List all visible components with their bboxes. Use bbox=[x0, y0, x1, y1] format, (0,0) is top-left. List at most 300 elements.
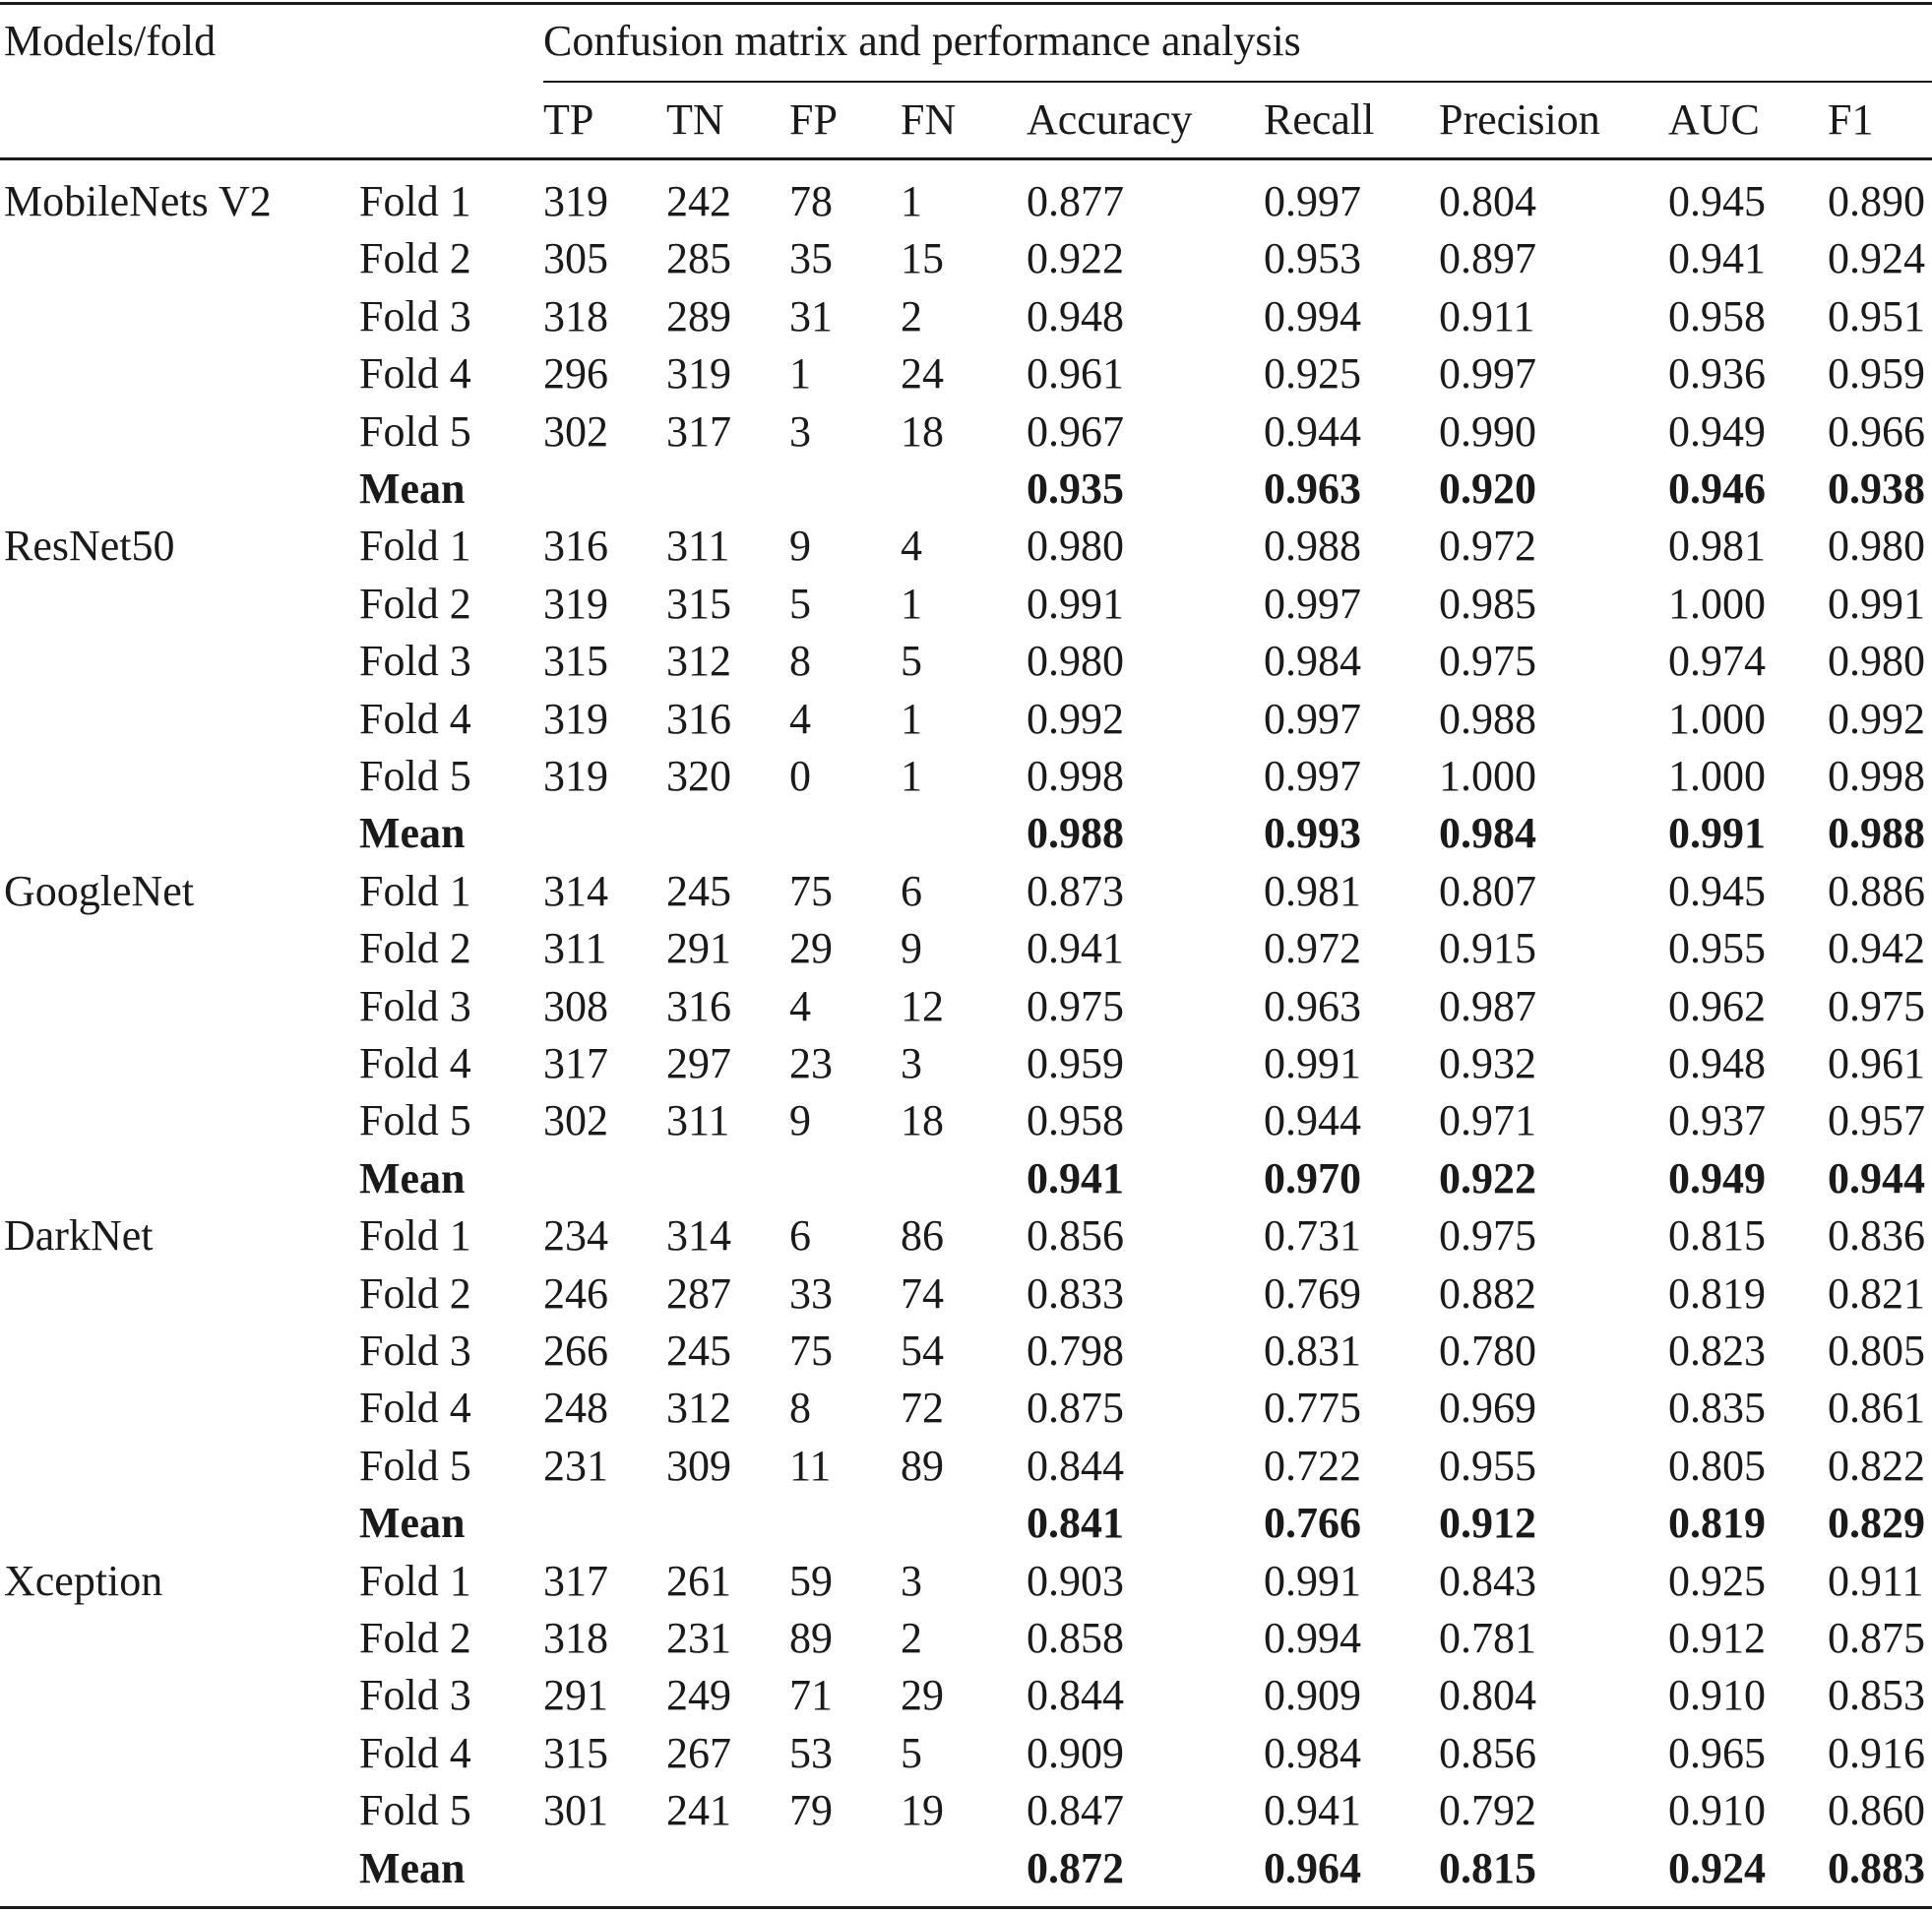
cell-fp: 1 bbox=[789, 349, 811, 398]
fold-label: Fold 2 bbox=[359, 234, 471, 282]
cell-accuracy: 0.922 bbox=[1027, 234, 1124, 282]
cell-fn: 24 bbox=[901, 349, 944, 398]
mean-precision: 0.815 bbox=[1439, 1844, 1536, 1892]
cell-tn: 315 bbox=[666, 580, 731, 628]
fold-label: Fold 1 bbox=[359, 522, 471, 570]
cell-tn: 242 bbox=[666, 177, 731, 225]
cell-recall: 0.731 bbox=[1264, 1211, 1361, 1260]
model-name: ResNet50 bbox=[4, 522, 175, 570]
cell-fp: 75 bbox=[789, 867, 833, 915]
model-name: Xception bbox=[4, 1557, 163, 1605]
cell-auc: 0.955 bbox=[1668, 924, 1766, 972]
cell-auc: 0.805 bbox=[1668, 1442, 1766, 1490]
cell-auc: 0.936 bbox=[1668, 349, 1766, 398]
mean-f1: 0.944 bbox=[1828, 1154, 1925, 1203]
cell-tp: 319 bbox=[543, 580, 608, 628]
cell-tp: 296 bbox=[543, 349, 608, 398]
cell-recall: 0.994 bbox=[1264, 1614, 1361, 1662]
mean-f1: 0.829 bbox=[1828, 1499, 1925, 1547]
fold-label: Fold 2 bbox=[359, 1614, 471, 1662]
cell-auc: 0.910 bbox=[1668, 1671, 1766, 1719]
cell-f1: 0.951 bbox=[1828, 292, 1925, 340]
cell-f1: 0.890 bbox=[1828, 177, 1925, 225]
cell-accuracy: 0.991 bbox=[1027, 580, 1124, 628]
cell-f1: 0.861 bbox=[1828, 1384, 1925, 1432]
cell-tp: 317 bbox=[543, 1039, 608, 1087]
cell-fn: 1 bbox=[901, 177, 922, 225]
fold-label: Fold 3 bbox=[359, 1671, 471, 1719]
cell-tn: 241 bbox=[666, 1786, 731, 1834]
cell-accuracy: 0.873 bbox=[1027, 867, 1124, 915]
cell-accuracy: 0.992 bbox=[1027, 695, 1124, 743]
cell-accuracy: 0.980 bbox=[1027, 522, 1124, 570]
fold-label: Fold 2 bbox=[359, 580, 471, 628]
cell-accuracy: 0.959 bbox=[1027, 1039, 1124, 1087]
mean-recall: 0.766 bbox=[1264, 1499, 1361, 1547]
cell-accuracy: 0.844 bbox=[1027, 1671, 1124, 1719]
cell-f1: 0.975 bbox=[1828, 982, 1925, 1030]
cell-precision: 0.985 bbox=[1439, 580, 1536, 628]
cell-precision: 0.988 bbox=[1439, 695, 1536, 743]
mean-label: Mean bbox=[359, 1154, 466, 1203]
cell-fn: 15 bbox=[901, 234, 944, 282]
cell-auc: 0.937 bbox=[1668, 1096, 1766, 1144]
mean-precision: 0.912 bbox=[1439, 1499, 1536, 1547]
cell-accuracy: 0.948 bbox=[1027, 292, 1124, 340]
bottom-rule bbox=[0, 1906, 1932, 1909]
cell-auc: 0.948 bbox=[1668, 1039, 1766, 1087]
cell-f1: 0.886 bbox=[1828, 867, 1925, 915]
cell-precision: 0.955 bbox=[1439, 1442, 1536, 1490]
cell-auc: 0.958 bbox=[1668, 292, 1766, 340]
cell-precision: 0.792 bbox=[1439, 1786, 1536, 1834]
cell-precision: 0.932 bbox=[1439, 1039, 1536, 1087]
cell-precision: 0.975 bbox=[1439, 1211, 1536, 1260]
cell-tp: 311 bbox=[543, 924, 607, 972]
cell-accuracy: 0.847 bbox=[1027, 1786, 1124, 1834]
cell-tp: 315 bbox=[543, 637, 608, 685]
cell-recall: 0.997 bbox=[1264, 752, 1361, 800]
cell-tp: 315 bbox=[543, 1729, 608, 1777]
cell-tn: 291 bbox=[666, 924, 731, 972]
cell-fn: 4 bbox=[901, 522, 922, 570]
cell-auc: 0.981 bbox=[1668, 522, 1766, 570]
mean-f1: 0.938 bbox=[1828, 464, 1925, 513]
fold-label: Fold 2 bbox=[359, 924, 471, 972]
mean-recall: 0.993 bbox=[1264, 809, 1361, 857]
mean-auc: 0.946 bbox=[1668, 464, 1766, 513]
cell-recall: 0.944 bbox=[1264, 1096, 1361, 1144]
mean-auc: 0.924 bbox=[1668, 1844, 1766, 1892]
fold-label: Fold 3 bbox=[359, 1327, 471, 1375]
column-header-recall: Recall bbox=[1264, 95, 1375, 144]
cell-recall: 0.988 bbox=[1264, 522, 1361, 570]
cell-tp: 316 bbox=[543, 522, 608, 570]
cell-recall: 0.775 bbox=[1264, 1384, 1361, 1432]
cell-fp: 4 bbox=[789, 695, 811, 743]
cell-accuracy: 0.856 bbox=[1027, 1211, 1124, 1260]
cell-recall: 0.981 bbox=[1264, 867, 1361, 915]
cell-f1: 0.822 bbox=[1828, 1442, 1925, 1490]
cell-recall: 0.994 bbox=[1264, 292, 1361, 340]
fold-label: Fold 5 bbox=[359, 1442, 471, 1490]
cell-fp: 8 bbox=[789, 1384, 811, 1432]
cell-auc: 0.819 bbox=[1668, 1269, 1766, 1318]
cell-tn: 249 bbox=[666, 1671, 731, 1719]
cell-recall: 0.997 bbox=[1264, 695, 1361, 743]
cell-fn: 89 bbox=[901, 1442, 944, 1490]
cell-tn: 316 bbox=[666, 695, 731, 743]
cell-recall: 0.997 bbox=[1264, 177, 1361, 225]
cell-precision: 0.807 bbox=[1439, 867, 1536, 915]
cell-tn: 311 bbox=[666, 522, 730, 570]
column-header-f1: F1 bbox=[1828, 95, 1874, 144]
cell-recall: 0.984 bbox=[1264, 637, 1361, 685]
mean-accuracy: 0.872 bbox=[1027, 1844, 1124, 1892]
cell-auc: 0.974 bbox=[1668, 637, 1766, 685]
cell-fn: 74 bbox=[901, 1269, 944, 1318]
cell-fp: 5 bbox=[789, 580, 811, 628]
cell-precision: 0.897 bbox=[1439, 234, 1536, 282]
mean-precision: 0.922 bbox=[1439, 1154, 1536, 1203]
cell-fp: 8 bbox=[789, 637, 811, 685]
cell-auc: 0.912 bbox=[1668, 1614, 1766, 1662]
cell-fn: 3 bbox=[901, 1557, 922, 1605]
model-name: GoogleNet bbox=[4, 867, 195, 915]
cell-fn: 1 bbox=[901, 752, 922, 800]
cell-f1: 0.836 bbox=[1828, 1211, 1925, 1260]
cell-recall: 0.991 bbox=[1264, 1039, 1361, 1087]
cell-tn: 297 bbox=[666, 1039, 731, 1087]
cell-fn: 19 bbox=[901, 1786, 944, 1834]
cell-f1: 0.980 bbox=[1828, 522, 1925, 570]
cell-tn: 320 bbox=[666, 752, 731, 800]
mean-f1: 0.883 bbox=[1828, 1844, 1925, 1892]
fold-label: Fold 5 bbox=[359, 1096, 471, 1144]
cell-fp: 89 bbox=[789, 1614, 833, 1662]
cell-accuracy: 0.967 bbox=[1027, 407, 1124, 456]
cell-tn: 285 bbox=[666, 234, 731, 282]
cell-f1: 0.924 bbox=[1828, 234, 1925, 282]
mean-precision: 0.984 bbox=[1439, 809, 1536, 857]
cell-auc: 0.962 bbox=[1668, 982, 1766, 1030]
column-header-tn: TN bbox=[666, 95, 724, 144]
cell-tp: 314 bbox=[543, 867, 608, 915]
cell-recall: 0.944 bbox=[1264, 407, 1361, 456]
column-header-accuracy: Accuracy bbox=[1027, 95, 1193, 144]
cell-fp: 29 bbox=[789, 924, 833, 972]
mean-accuracy: 0.941 bbox=[1027, 1154, 1124, 1203]
cell-precision: 0.915 bbox=[1439, 924, 1536, 972]
cell-tn: 309 bbox=[666, 1442, 731, 1490]
cell-auc: 1.000 bbox=[1668, 695, 1766, 743]
cell-precision: 0.804 bbox=[1439, 177, 1536, 225]
cell-fp: 11 bbox=[789, 1442, 832, 1490]
cell-fp: 9 bbox=[789, 1096, 811, 1144]
fold-label: Fold 1 bbox=[359, 867, 471, 915]
cell-precision: 0.882 bbox=[1439, 1269, 1536, 1318]
cell-precision: 0.971 bbox=[1439, 1096, 1536, 1144]
cell-fp: 71 bbox=[789, 1671, 833, 1719]
cell-precision: 0.987 bbox=[1439, 982, 1536, 1030]
cell-recall: 0.831 bbox=[1264, 1327, 1361, 1375]
cell-recall: 0.997 bbox=[1264, 580, 1361, 628]
fold-label: Fold 4 bbox=[359, 349, 471, 398]
column-header-auc: AUC bbox=[1668, 95, 1760, 144]
column-header-fp: FP bbox=[789, 95, 838, 144]
cell-precision: 0.972 bbox=[1439, 522, 1536, 570]
cell-tn: 317 bbox=[666, 407, 731, 456]
fold-label: Fold 3 bbox=[359, 637, 471, 685]
mean-label: Mean bbox=[359, 1844, 466, 1892]
cell-recall: 0.909 bbox=[1264, 1671, 1361, 1719]
mean-accuracy: 0.841 bbox=[1027, 1499, 1124, 1547]
cell-recall: 0.722 bbox=[1264, 1442, 1361, 1490]
cell-tp: 305 bbox=[543, 234, 608, 282]
cell-auc: 0.945 bbox=[1668, 177, 1766, 225]
fold-label: Fold 5 bbox=[359, 1786, 471, 1834]
cell-accuracy: 0.958 bbox=[1027, 1096, 1124, 1144]
cell-f1: 0.980 bbox=[1828, 637, 1925, 685]
cell-tn: 267 bbox=[666, 1729, 731, 1777]
cell-fp: 6 bbox=[789, 1211, 811, 1260]
cell-auc: 0.835 bbox=[1668, 1384, 1766, 1432]
cell-f1: 0.911 bbox=[1828, 1557, 1924, 1605]
fold-label: Fold 3 bbox=[359, 982, 471, 1030]
cell-f1: 0.916 bbox=[1828, 1729, 1925, 1777]
cell-fp: 33 bbox=[789, 1269, 833, 1318]
model-name: MobileNets V2 bbox=[4, 177, 272, 225]
cell-accuracy: 0.980 bbox=[1027, 637, 1124, 685]
cell-recall: 0.972 bbox=[1264, 924, 1361, 972]
cell-precision: 0.856 bbox=[1439, 1729, 1536, 1777]
cell-tp: 308 bbox=[543, 982, 608, 1030]
cell-precision: 0.804 bbox=[1439, 1671, 1536, 1719]
cell-auc: 1.000 bbox=[1668, 580, 1766, 628]
cell-precision: 0.990 bbox=[1439, 407, 1536, 456]
cell-f1: 0.805 bbox=[1828, 1327, 1925, 1375]
cell-precision: 1.000 bbox=[1439, 752, 1536, 800]
header-group-title: Confusion matrix and performance analysis bbox=[543, 17, 1301, 65]
fold-label: Fold 1 bbox=[359, 177, 471, 225]
cell-auc: 1.000 bbox=[1668, 752, 1766, 800]
mean-accuracy: 0.935 bbox=[1027, 464, 1124, 513]
cell-fp: 78 bbox=[789, 177, 833, 225]
column-header-tp: TP bbox=[543, 95, 594, 144]
cell-fp: 53 bbox=[789, 1729, 833, 1777]
mean-recall: 0.964 bbox=[1264, 1844, 1361, 1892]
mean-label: Mean bbox=[359, 464, 466, 513]
cell-accuracy: 0.975 bbox=[1027, 982, 1124, 1030]
cell-tn: 231 bbox=[666, 1614, 731, 1662]
cell-tp: 246 bbox=[543, 1269, 608, 1318]
cell-tp: 318 bbox=[543, 292, 608, 340]
cell-tn: 261 bbox=[666, 1557, 731, 1605]
cell-fn: 18 bbox=[901, 1096, 944, 1144]
cell-auc: 0.965 bbox=[1668, 1729, 1766, 1777]
cell-fn: 1 bbox=[901, 580, 922, 628]
fold-label: Fold 5 bbox=[359, 752, 471, 800]
cell-f1: 0.853 bbox=[1828, 1671, 1925, 1719]
mean-auc: 0.949 bbox=[1668, 1154, 1766, 1203]
cell-fn: 2 bbox=[901, 292, 922, 340]
fold-label: Fold 2 bbox=[359, 1269, 471, 1318]
column-header-fn: FN bbox=[901, 95, 957, 144]
cell-recall: 0.984 bbox=[1264, 1729, 1361, 1777]
mean-precision: 0.920 bbox=[1439, 464, 1536, 513]
cell-precision: 0.911 bbox=[1439, 292, 1535, 340]
cell-tp: 301 bbox=[543, 1786, 608, 1834]
cell-fn: 9 bbox=[901, 924, 922, 972]
cell-fp: 23 bbox=[789, 1039, 833, 1087]
mean-label: Mean bbox=[359, 1499, 466, 1547]
cell-auc: 0.949 bbox=[1668, 407, 1766, 456]
cell-accuracy: 0.858 bbox=[1027, 1614, 1124, 1662]
cell-f1: 0.875 bbox=[1828, 1614, 1925, 1662]
top-rule bbox=[0, 2, 1932, 5]
cell-tp: 319 bbox=[543, 695, 608, 743]
cell-accuracy: 0.941 bbox=[1027, 924, 1124, 972]
cell-tn: 312 bbox=[666, 637, 731, 685]
cell-fp: 4 bbox=[789, 982, 811, 1030]
cell-tp: 248 bbox=[543, 1384, 608, 1432]
fold-label: Fold 4 bbox=[359, 1039, 471, 1087]
cell-f1: 0.860 bbox=[1828, 1786, 1925, 1834]
cell-fn: 29 bbox=[901, 1671, 944, 1719]
cell-f1: 0.998 bbox=[1828, 752, 1925, 800]
cell-tn: 316 bbox=[666, 982, 731, 1030]
cell-fn: 5 bbox=[901, 637, 922, 685]
header-models-fold: Models/fold bbox=[4, 17, 217, 65]
cell-accuracy: 0.909 bbox=[1027, 1729, 1124, 1777]
cell-accuracy: 0.833 bbox=[1027, 1269, 1124, 1318]
group-rule bbox=[543, 81, 1932, 83]
cell-tn: 312 bbox=[666, 1384, 731, 1432]
cell-precision: 0.843 bbox=[1439, 1557, 1536, 1605]
mean-recall: 0.963 bbox=[1264, 464, 1361, 513]
cell-tn: 287 bbox=[666, 1269, 731, 1318]
cell-fn: 3 bbox=[901, 1039, 922, 1087]
mean-f1: 0.988 bbox=[1828, 809, 1925, 857]
mean-accuracy: 0.988 bbox=[1027, 809, 1124, 857]
cell-recall: 0.991 bbox=[1264, 1557, 1361, 1605]
cell-f1: 0.991 bbox=[1828, 580, 1925, 628]
cell-recall: 0.953 bbox=[1264, 234, 1361, 282]
cell-f1: 0.966 bbox=[1828, 407, 1925, 456]
cell-tn: 311 bbox=[666, 1096, 730, 1144]
cell-accuracy: 0.844 bbox=[1027, 1442, 1124, 1490]
cell-auc: 0.941 bbox=[1668, 234, 1766, 282]
cell-tp: 319 bbox=[543, 752, 608, 800]
cell-tn: 245 bbox=[666, 1327, 731, 1375]
cell-recall: 0.769 bbox=[1264, 1269, 1361, 1318]
fold-label: Fold 1 bbox=[359, 1211, 471, 1260]
cell-tn: 314 bbox=[666, 1211, 731, 1260]
model-name: DarkNet bbox=[4, 1211, 154, 1260]
cell-fp: 0 bbox=[789, 752, 811, 800]
cell-fn: 12 bbox=[901, 982, 944, 1030]
cell-tp: 234 bbox=[543, 1211, 608, 1260]
cell-recall: 0.941 bbox=[1264, 1786, 1361, 1834]
cell-auc: 0.815 bbox=[1668, 1211, 1766, 1260]
mean-recall: 0.970 bbox=[1264, 1154, 1361, 1203]
cell-tp: 319 bbox=[543, 177, 608, 225]
column-header-precision: Precision bbox=[1439, 95, 1600, 144]
cell-accuracy: 0.998 bbox=[1027, 752, 1124, 800]
cell-recall: 0.925 bbox=[1264, 349, 1361, 398]
cell-f1: 0.959 bbox=[1828, 349, 1925, 398]
fold-label: Fold 4 bbox=[359, 1384, 471, 1432]
cell-fn: 72 bbox=[901, 1384, 944, 1432]
cell-tn: 289 bbox=[666, 292, 731, 340]
fold-label: Fold 1 bbox=[359, 1557, 471, 1605]
cell-tp: 291 bbox=[543, 1671, 608, 1719]
cell-tn: 245 bbox=[666, 867, 731, 915]
cell-accuracy: 0.877 bbox=[1027, 177, 1124, 225]
cell-fp: 35 bbox=[789, 234, 833, 282]
fold-label: Fold 3 bbox=[359, 292, 471, 340]
cell-fp: 79 bbox=[789, 1786, 833, 1834]
cell-fn: 86 bbox=[901, 1211, 944, 1260]
cell-fp: 9 bbox=[789, 522, 811, 570]
cell-fp: 3 bbox=[789, 407, 811, 456]
cell-tp: 231 bbox=[543, 1442, 608, 1490]
mean-auc: 0.991 bbox=[1668, 809, 1766, 857]
cell-auc: 0.910 bbox=[1668, 1786, 1766, 1834]
cell-f1: 0.942 bbox=[1828, 924, 1925, 972]
cell-f1: 0.961 bbox=[1828, 1039, 1925, 1087]
cell-accuracy: 0.903 bbox=[1027, 1557, 1124, 1605]
cell-accuracy: 0.875 bbox=[1027, 1384, 1124, 1432]
cell-auc: 0.945 bbox=[1668, 867, 1766, 915]
cell-f1: 0.992 bbox=[1828, 695, 1925, 743]
cell-fp: 59 bbox=[789, 1557, 833, 1605]
fold-label: Fold 5 bbox=[359, 407, 471, 456]
cell-tn: 319 bbox=[666, 349, 731, 398]
cell-fp: 75 bbox=[789, 1327, 833, 1375]
cell-fn: 2 bbox=[901, 1614, 922, 1662]
cell-fn: 1 bbox=[901, 695, 922, 743]
cell-recall: 0.963 bbox=[1264, 982, 1361, 1030]
cell-accuracy: 0.961 bbox=[1027, 349, 1124, 398]
cell-auc: 0.823 bbox=[1668, 1327, 1766, 1375]
cell-fn: 54 bbox=[901, 1327, 944, 1375]
cell-precision: 0.997 bbox=[1439, 349, 1536, 398]
cell-f1: 0.957 bbox=[1828, 1096, 1925, 1144]
cell-auc: 0.925 bbox=[1668, 1557, 1766, 1605]
cell-tp: 317 bbox=[543, 1557, 608, 1605]
fold-label: Fold 4 bbox=[359, 695, 471, 743]
header-rule bbox=[0, 157, 1932, 160]
cell-fp: 31 bbox=[789, 292, 833, 340]
cell-tp: 266 bbox=[543, 1327, 608, 1375]
cell-fn: 18 bbox=[901, 407, 944, 456]
cell-tp: 302 bbox=[543, 407, 608, 456]
mean-auc: 0.819 bbox=[1668, 1499, 1766, 1547]
cell-precision: 0.781 bbox=[1439, 1614, 1536, 1662]
cell-fn: 5 bbox=[901, 1729, 922, 1777]
mean-label: Mean bbox=[359, 809, 466, 857]
cell-precision: 0.780 bbox=[1439, 1327, 1536, 1375]
cell-precision: 0.969 bbox=[1439, 1384, 1536, 1432]
fold-label: Fold 4 bbox=[359, 1729, 471, 1777]
cell-fn: 6 bbox=[901, 867, 922, 915]
cell-accuracy: 0.798 bbox=[1027, 1327, 1124, 1375]
cell-precision: 0.975 bbox=[1439, 637, 1536, 685]
cell-f1: 0.821 bbox=[1828, 1269, 1925, 1318]
cell-tp: 318 bbox=[543, 1614, 608, 1662]
cell-tp: 302 bbox=[543, 1096, 608, 1144]
